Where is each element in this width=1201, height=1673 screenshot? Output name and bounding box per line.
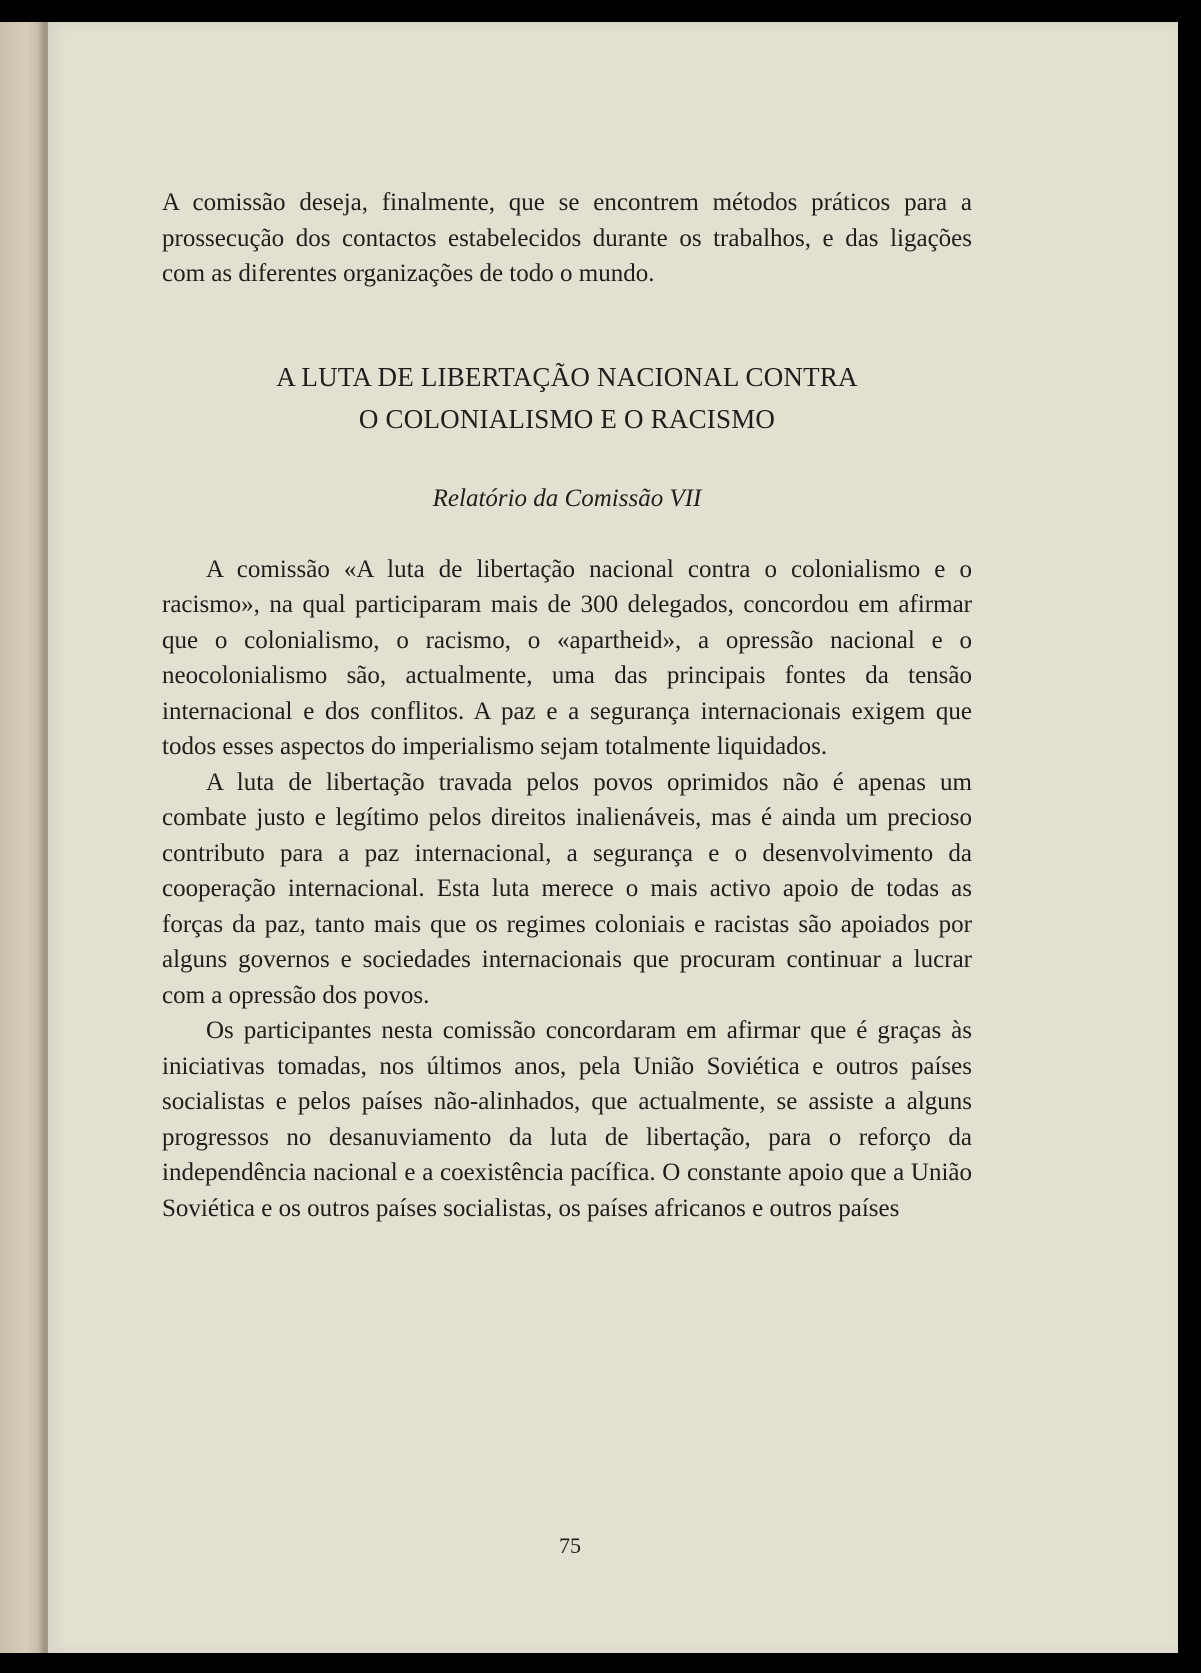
section-heading — [162, 356, 972, 440]
heading-line-1: A LUTA DE LIBERTAÇÃO NACIONAL CONTRA — [276, 361, 858, 392]
body-paragraph-2: A luta de libertação travada pelos povos oprimidos não é apenas um combate justo e legítimo pelos direitos inalienáveis, mas é ainda um precioso contributo para a paz internacional, a segurança e o desenvolvimento da cooperação internacional. Esta luta merece o mais activo apoio de todas as forças da paz, tanto mais que os regimes coloniais e racistas são apoiados por alguns governos e sociedades internacionais que procuram continuar a lucrar com a opressão dos povos. — [162, 768, 972, 1009]
body-paragraph-3: Os participantes nesta comissão concordaram em afirmar que é graças às iniciativas tomadas, nos últimos anos, pela União Soviética e outros países socialistas e pelos países não-alinhados, que actualmente, se assiste a alguns progressos no desanuviamento da luta de libertação, para o reforço da independência nacional e a coexistência pacífica. O constante apoio que a União Soviética e os outros países socialistas, os países africanos e outros países — [162, 1017, 972, 1222]
heading-line-2: O COLONIALISMO E O RACISMO — [358, 403, 776, 434]
intro-paragraph: A comissão deseja, finalmente, que se encontrem métodos práticos para a prossecução dos contactos estabelecidos durante os trabalhos, e das ligações com as diferentes organizações de todo o mundo. — [162, 189, 972, 287]
body-paragraph-1: A comissão «A luta de libertação nacional contra o colonialismo e o racismo», na qual participaram mais de 300 delegados, concordou em afirmar que o colonialismo, o racismo, o «apartheid», a opressão nacional e o neocolonialismo são, actualmente, uma das principais fontes da tensão internacional e dos conflitos. A paz e a segurança internacionais exigem que todos esses aspectos do imperialismo sejam totalmente liquidados. — [162, 555, 972, 760]
page-text-block — [162, 185, 972, 1226]
report-subtitle: Relatório da Comissão VII — [432, 484, 702, 512]
page-number: 75 — [559, 1533, 581, 1558]
